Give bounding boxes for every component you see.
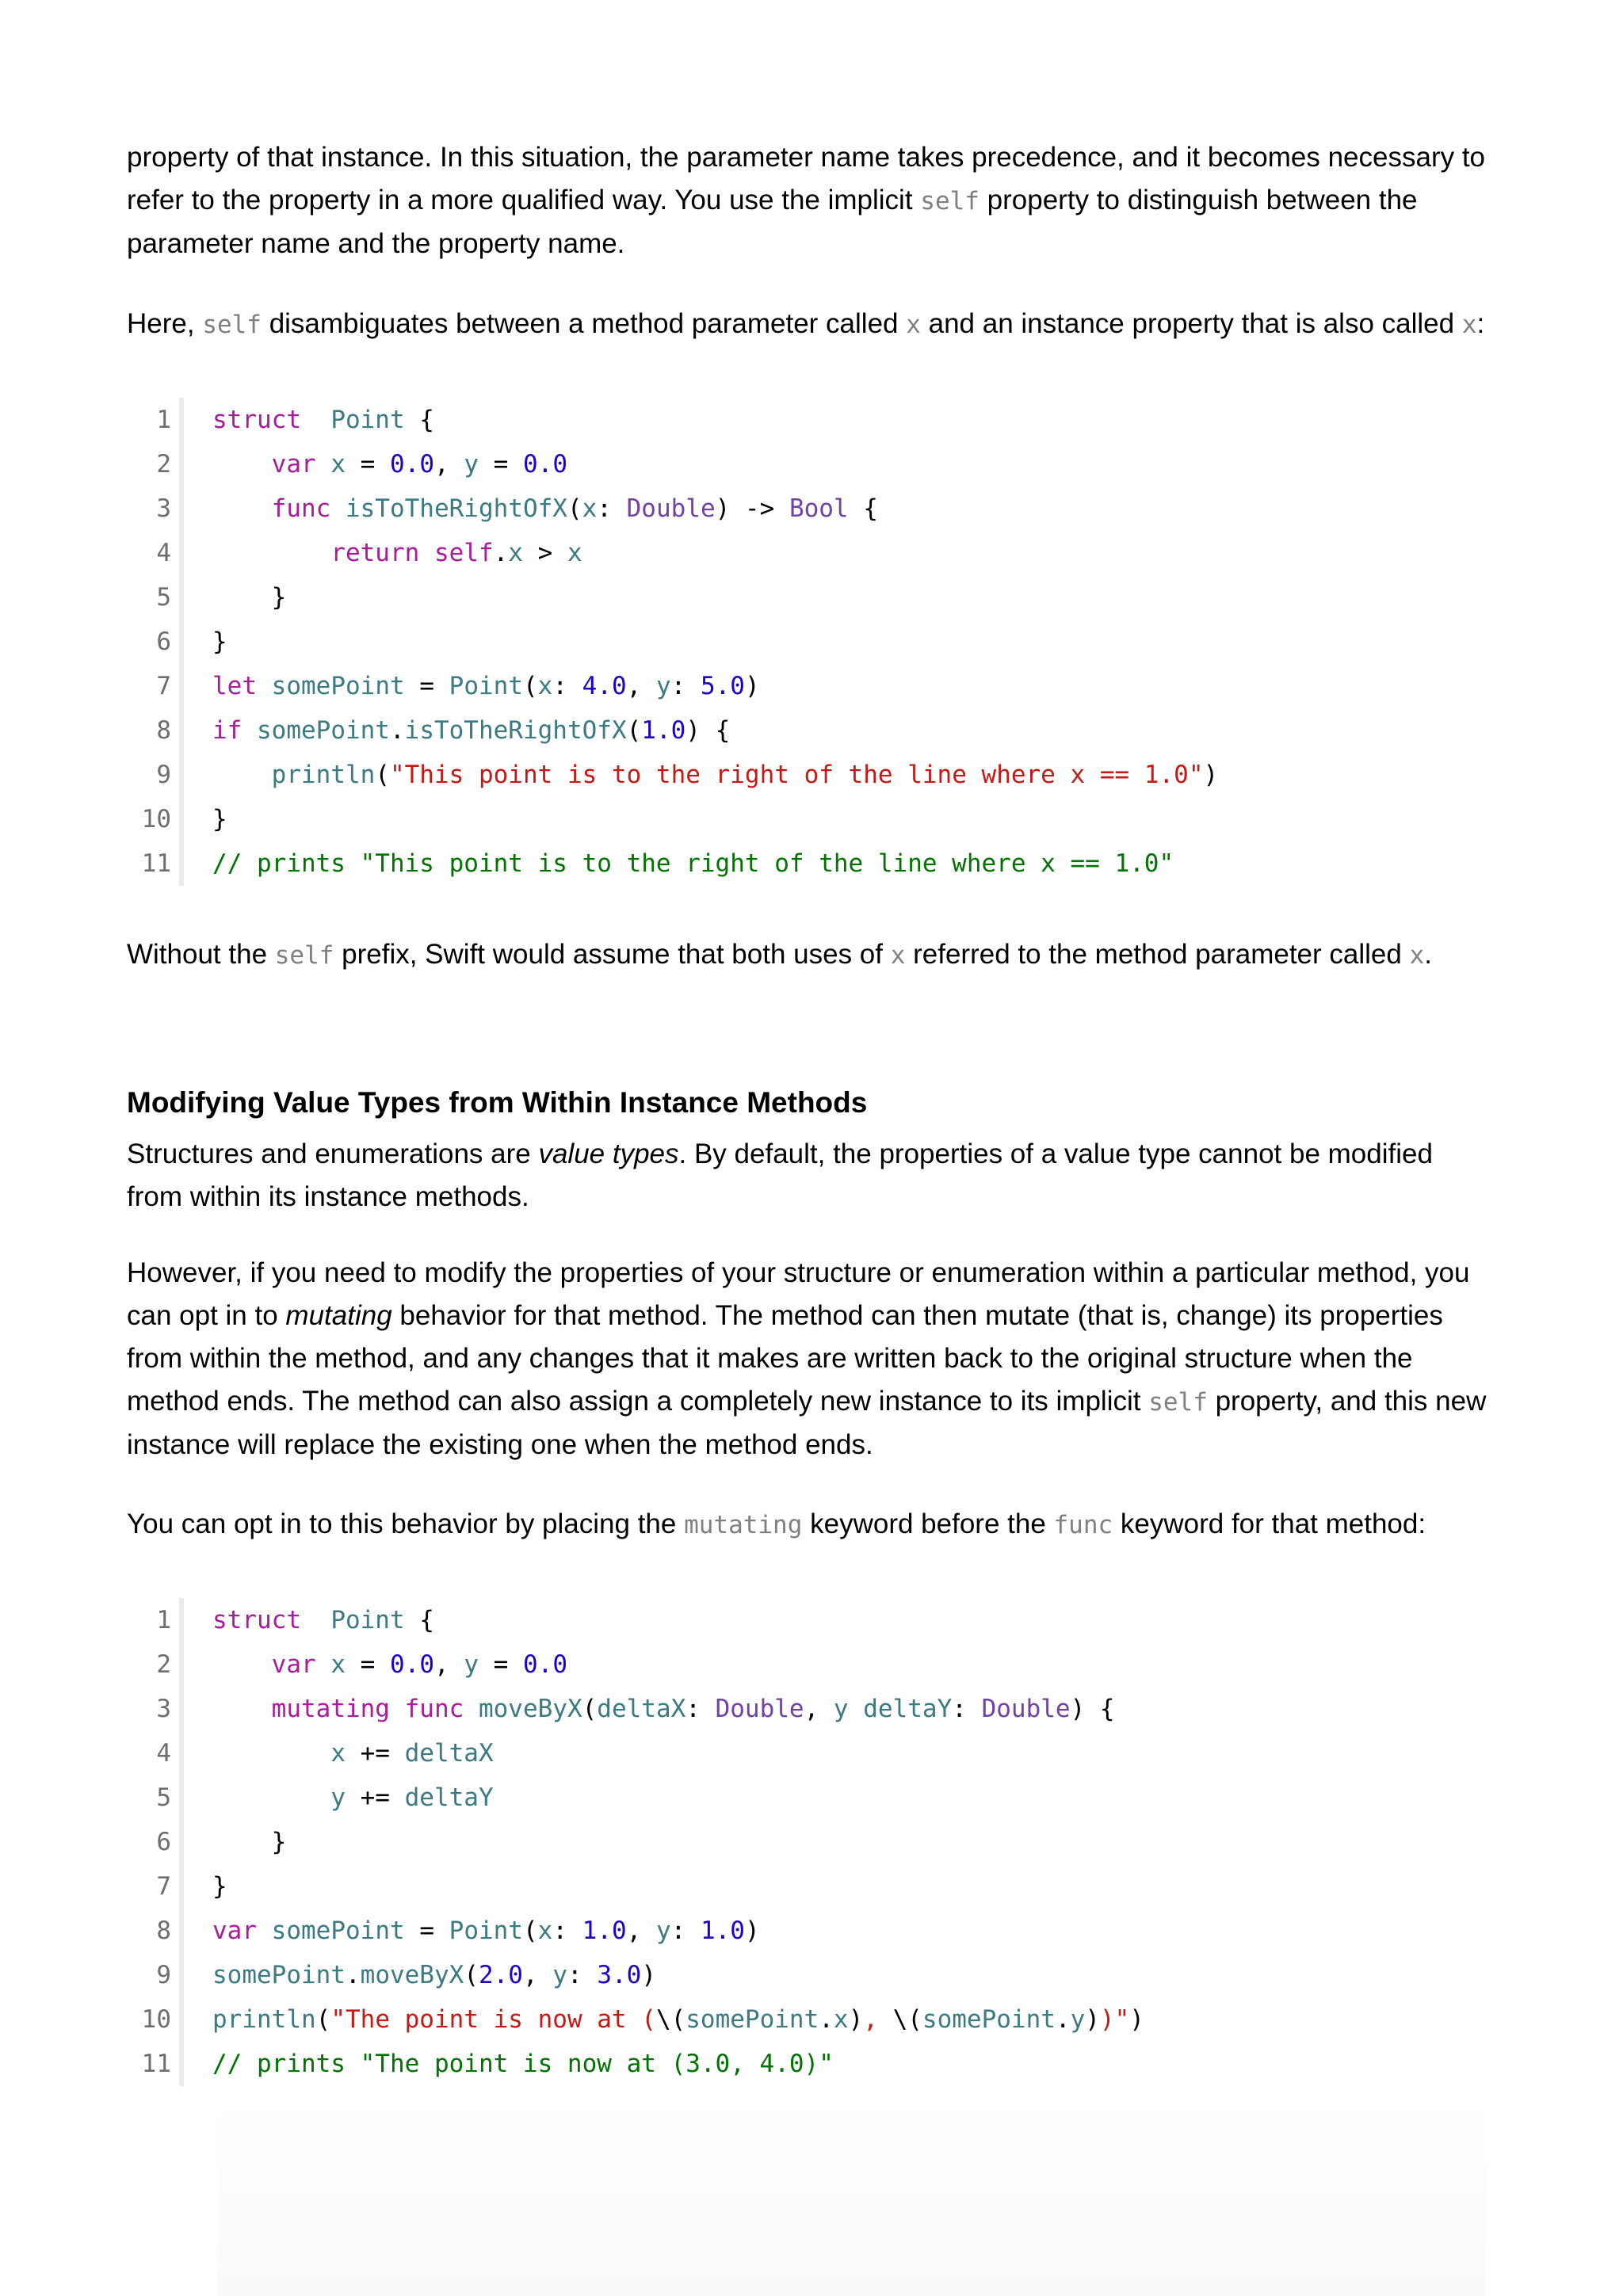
- code-token: // prints "This point is to the right of the line where x == 1.0": [212, 849, 1174, 878]
- code-token: :: [552, 1917, 582, 1945]
- code-token: ,: [522, 1961, 553, 1989]
- code-text: [212, 398, 434, 442]
- code-token: (: [315, 2005, 331, 2034]
- code-token: var: [271, 450, 316, 479]
- code-token: ): [1085, 2005, 1100, 2034]
- line-number: 3: [156, 494, 171, 523]
- paragraph-text: .: [1424, 939, 1432, 970]
- code-token: }: [212, 1872, 227, 1901]
- code-token: .: [1055, 2005, 1071, 2034]
- paragraph-text: prefix, Swift would assume that both uses of: [334, 939, 891, 970]
- line-number: 1: [156, 1606, 171, 1634]
- inline-code-self: self: [920, 187, 980, 215]
- code-token: x: [582, 494, 598, 523]
- code-text: [212, 664, 760, 708]
- code-token: :: [670, 1917, 701, 1945]
- code-token: =: [479, 450, 523, 479]
- code-token: ): [848, 2005, 864, 2034]
- code-token: somePoint: [922, 2005, 1056, 2034]
- paragraph-text: :: [1476, 308, 1485, 339]
- code-token: x: [330, 1650, 346, 1679]
- code-token: ): [1129, 2005, 1144, 2034]
- paragraph-text: Here,: [127, 308, 203, 339]
- code-line: [127, 486, 1490, 531]
- paragraph-text: . By default, the properties of a value type cannot be modified from within its instance methods.: [127, 1138, 1433, 1212]
- code-token: (: [375, 761, 390, 789]
- line-number: 9: [156, 761, 171, 789]
- code-token: ): [641, 1961, 656, 1989]
- code-token: [419, 539, 434, 567]
- code-text: [212, 442, 567, 486]
- code-token: struct: [212, 406, 301, 434]
- paragraph-text: However, if you need to modify the properties of your structure or enumeration within a particular method, you can opt in to: [127, 1257, 1470, 1331]
- code-token: somePoint: [212, 1961, 346, 1989]
- code-token: (: [567, 494, 582, 523]
- code-token: +=: [345, 1739, 405, 1768]
- code-text: [212, 1642, 567, 1687]
- code-token: ): [744, 672, 760, 700]
- code-token: x: [567, 539, 582, 567]
- line-number: 10: [141, 2005, 171, 2034]
- code-token: moveByX: [360, 1961, 464, 1989]
- code-token: )": [1099, 2005, 1130, 2034]
- code-token: 5.0: [700, 672, 745, 700]
- code-token: \(: [892, 2005, 922, 2034]
- code-token: =: [346, 450, 390, 479]
- code-token: :: [685, 1695, 716, 1723]
- code-line: [127, 1687, 1490, 1731]
- code-line: [127, 1775, 1490, 1820]
- code-token: if: [212, 716, 242, 745]
- code-token: [212, 539, 330, 567]
- code-token: Double: [981, 1695, 1071, 1723]
- code-line: [127, 575, 1490, 620]
- inline-code-x: x: [890, 941, 906, 970]
- code-token: somePoint: [271, 672, 405, 700]
- line-number: 11: [141, 2050, 171, 2078]
- code-token: ): [1203, 761, 1219, 789]
- code-token: =: [404, 672, 449, 700]
- code-token: :: [597, 494, 627, 523]
- line-number: 9: [156, 1961, 171, 1989]
- code-token: Bool: [789, 494, 849, 523]
- paragraph-text: Without the: [127, 939, 275, 970]
- background-panel: [218, 2100, 1486, 2296]
- code-token: .: [345, 1961, 361, 1989]
- code-token: (: [582, 1695, 598, 1723]
- paragraph-text: property to distinguish between the parameter name and the property name.: [127, 185, 1418, 259]
- code-token: }: [212, 1828, 287, 1856]
- code-token: =: [479, 1650, 523, 1679]
- code-token: x: [537, 672, 553, 700]
- code-token: [316, 1650, 331, 1679]
- code-text: [212, 620, 227, 664]
- code-token: isToTheRightOfX: [345, 494, 567, 523]
- code-token: x: [330, 1739, 346, 1768]
- code-token: [212, 1650, 272, 1679]
- line-number: 5: [156, 1783, 171, 1812]
- code-token: [390, 1695, 405, 1723]
- code-text: [212, 797, 227, 841]
- code-text: [212, 1731, 494, 1775]
- code-token: deltaY: [863, 1695, 953, 1723]
- code-token: 1.0: [641, 716, 686, 745]
- code-token: func: [271, 494, 331, 523]
- code-token: (: [626, 716, 642, 745]
- code-text: [212, 2042, 834, 2086]
- code-token: .: [819, 2005, 834, 2034]
- code-token: 2.0: [478, 1961, 523, 1989]
- paragraph-text: keyword before the: [802, 1508, 1054, 1539]
- code-token: println: [212, 2005, 316, 2034]
- code-token: }: [212, 805, 227, 833]
- code-token: [301, 1606, 330, 1634]
- code-token: x: [833, 2005, 849, 2034]
- paragraph-text: disambiguates between a method parameter called: [261, 308, 907, 339]
- code-token: 0.0: [523, 1650, 567, 1679]
- code-token: 1.0: [700, 1917, 745, 1945]
- line-number: 7: [156, 672, 171, 700]
- code-token: Point: [330, 1606, 405, 1634]
- code-token: [257, 672, 272, 700]
- code-token: y: [655, 1917, 671, 1945]
- code-token: ,: [863, 2005, 893, 2034]
- paragraph-value-types: [127, 1133, 1490, 1219]
- code-text: [212, 1687, 1115, 1731]
- code-text: [212, 1598, 434, 1642]
- code-token: [212, 450, 272, 479]
- code-token: :: [567, 1961, 598, 1989]
- code-token: (: [522, 672, 538, 700]
- paragraph-self-property: [127, 136, 1490, 265]
- code-line: [127, 1909, 1490, 1953]
- code-token: var: [271, 1650, 316, 1679]
- code-token: moveByX: [478, 1695, 582, 1723]
- line-number: 8: [156, 716, 171, 745]
- line-number: 11: [141, 849, 171, 878]
- paragraph-mutating-behavior: [127, 1252, 1490, 1466]
- code-token: 1.0: [582, 1917, 627, 1945]
- code-token: ,: [626, 1917, 656, 1945]
- code-token: somePoint: [257, 716, 390, 745]
- code-line: [127, 1997, 1490, 2042]
- code-token: "This point is to the right of the line where x == 1.0": [389, 761, 1204, 789]
- code-token: ,: [434, 450, 464, 479]
- code-token: [464, 1695, 479, 1723]
- paragraph-text: Structures and enumerations are: [127, 1138, 539, 1169]
- code-token: deltaX: [597, 1695, 686, 1723]
- paragraph-text: and an instance property that is also called: [920, 308, 1462, 339]
- code-line: [127, 398, 1490, 442]
- code-token: {: [404, 406, 434, 434]
- code-text: [212, 841, 1174, 886]
- code-token: =: [346, 1650, 390, 1679]
- code-token: {: [404, 1606, 434, 1634]
- code-token: y: [464, 450, 479, 479]
- code-token: var: [212, 1917, 257, 1945]
- emphasis-value-types: value types: [538, 1138, 679, 1169]
- code-token: [212, 494, 272, 523]
- code-line: [127, 797, 1490, 841]
- inline-code-x: x: [1409, 941, 1425, 970]
- code-token: {: [848, 494, 878, 523]
- line-number: 1: [156, 406, 171, 434]
- paragraph-without-self: [127, 933, 1490, 977]
- code-token: Point: [330, 406, 405, 434]
- code-line: [127, 442, 1490, 486]
- code-token: ) {: [685, 716, 731, 745]
- inline-code-self: self: [1148, 1388, 1208, 1417]
- code-token: y: [552, 1961, 567, 1989]
- code-token: [212, 1739, 330, 1768]
- paragraph-text: You can opt in to this behavior by placing the: [127, 1508, 685, 1539]
- code-token: ) ->: [715, 494, 789, 523]
- code-token: 4.0: [582, 672, 627, 700]
- paragraph-text: keyword for that method:: [1113, 1508, 1426, 1539]
- paragraph-text: property of that instance. In this situation, the parameter name takes precedence, and it becomes necessary to refer to the property in a more qualified way. You use the implicit: [127, 142, 1486, 215]
- line-number: 4: [156, 1739, 171, 1768]
- code-token: deltaY: [404, 1783, 494, 1812]
- code-token: Point: [449, 1917, 523, 1945]
- code-line: [127, 708, 1490, 753]
- line-number: 8: [156, 1917, 171, 1945]
- code-token: ): [744, 1917, 760, 1945]
- code-token: =: [404, 1917, 449, 1945]
- code-token: (: [522, 1917, 538, 1945]
- code-token: :: [670, 672, 701, 700]
- inline-code-mutating: mutating: [684, 1511, 803, 1539]
- code-token: somePoint: [271, 1917, 405, 1945]
- inline-code-x: x: [906, 311, 921, 339]
- code-token: y: [330, 1783, 346, 1812]
- code-token: +=: [345, 1783, 405, 1812]
- code-text: [212, 1953, 656, 1997]
- code-line: [127, 1642, 1490, 1687]
- code-token: }: [212, 583, 287, 612]
- code-token: [212, 1783, 330, 1812]
- code-token: [212, 1695, 272, 1723]
- code-token: [316, 450, 331, 479]
- code-token: }: [212, 627, 227, 656]
- code-token: mutating: [271, 1695, 390, 1723]
- code-token: 0.0: [523, 450, 567, 479]
- code-text: [212, 575, 286, 620]
- code-token: // prints "The point is now at (3.0, 4.0)": [212, 2050, 834, 2078]
- code-token: x: [537, 1917, 553, 1945]
- code-token: self: [433, 539, 494, 567]
- code-line: [127, 2042, 1490, 2086]
- code-line: [127, 1598, 1490, 1642]
- code-token: [849, 1695, 864, 1723]
- code-token: "The point is now at (: [330, 2005, 656, 2034]
- code-text: [212, 708, 730, 753]
- line-number: 6: [156, 627, 171, 656]
- paragraph-mutating-keyword: [127, 1503, 1490, 1547]
- paragraph-text: property, and this new instance will replace the existing one when the method ends.: [127, 1386, 1487, 1460]
- code-token: y: [464, 1650, 479, 1679]
- line-number: 2: [156, 1650, 171, 1679]
- code-token: [301, 406, 330, 434]
- code-token: [212, 761, 272, 789]
- code-token: [330, 494, 346, 523]
- code-token: x: [508, 539, 523, 567]
- code-token: .: [493, 539, 509, 567]
- code-token: :: [952, 1695, 982, 1723]
- code-token: ,: [434, 1650, 464, 1679]
- code-token: deltaX: [404, 1739, 494, 1768]
- code-token: [257, 1917, 272, 1945]
- code-token: ,: [804, 1695, 834, 1723]
- inline-code-self: self: [274, 941, 334, 970]
- code-line: [127, 753, 1490, 797]
- code-text: [212, 531, 582, 575]
- paragraph-text: behavior for that method. The method can then mutate (that is, change) its properties from within the method, and any changes that it makes are written back to the original structure when the method ends. The method can also assign a completely new instance to its implicit: [127, 1300, 1443, 1417]
- code-token: ,: [626, 672, 656, 700]
- paragraph-text: referred to the method parameter called: [905, 939, 1410, 970]
- code-token: y: [1070, 2005, 1086, 2034]
- line-number: 2: [156, 450, 171, 479]
- code-line: [127, 1731, 1490, 1775]
- code-token: let: [212, 672, 257, 700]
- code-text: [212, 1775, 494, 1820]
- code-line: [127, 664, 1490, 708]
- code-token: 3.0: [597, 1961, 642, 1989]
- code-token: println: [271, 761, 376, 789]
- line-number: 6: [156, 1828, 171, 1856]
- code-token: Double: [626, 494, 716, 523]
- code-token: y: [833, 1695, 849, 1723]
- code-token: ) {: [1070, 1695, 1115, 1723]
- code-text: [212, 486, 878, 531]
- code-line: [127, 1864, 1490, 1909]
- inline-code-func: func: [1053, 1511, 1113, 1539]
- line-number: 5: [156, 583, 171, 612]
- code-line: [127, 841, 1490, 886]
- code-text: [212, 753, 1218, 797]
- code-token: :: [552, 672, 582, 700]
- code-text: [212, 1820, 286, 1864]
- line-number: 3: [156, 1695, 171, 1723]
- section-heading: Modifying Value Types from Within Instance Methods: [127, 1086, 868, 1119]
- code-token: >: [522, 539, 567, 567]
- code-line: [127, 1953, 1490, 1997]
- code-token: isToTheRightOfX: [404, 716, 627, 745]
- line-number: 4: [156, 539, 171, 567]
- line-number: 10: [141, 805, 171, 833]
- code-token: return: [330, 539, 420, 567]
- line-number: 7: [156, 1872, 171, 1901]
- code-token: .: [389, 716, 405, 745]
- code-token: func: [404, 1695, 464, 1723]
- code-line: [127, 531, 1490, 575]
- code-token: y: [655, 672, 671, 700]
- code-token: [242, 716, 257, 745]
- inline-code-self: self: [202, 311, 262, 339]
- code-token: Double: [715, 1695, 804, 1723]
- code-token: 0.0: [390, 450, 434, 479]
- code-text: [212, 1909, 760, 1953]
- code-token: (: [464, 1961, 479, 1989]
- code-token: Point: [449, 672, 523, 700]
- code-token: 0.0: [390, 1650, 434, 1679]
- code-token: \(: [655, 2005, 686, 2034]
- emphasis-mutating: mutating: [285, 1300, 392, 1331]
- code-line: [127, 1820, 1490, 1864]
- code-token: x: [330, 450, 346, 479]
- code-token: struct: [212, 1606, 301, 1634]
- paragraph-disambiguation: [127, 303, 1490, 346]
- code-text: [212, 1997, 1144, 2042]
- inline-code-x: x: [1461, 311, 1477, 339]
- code-text: [212, 1864, 227, 1909]
- code-line: [127, 620, 1490, 664]
- code-token: somePoint: [685, 2005, 819, 2034]
